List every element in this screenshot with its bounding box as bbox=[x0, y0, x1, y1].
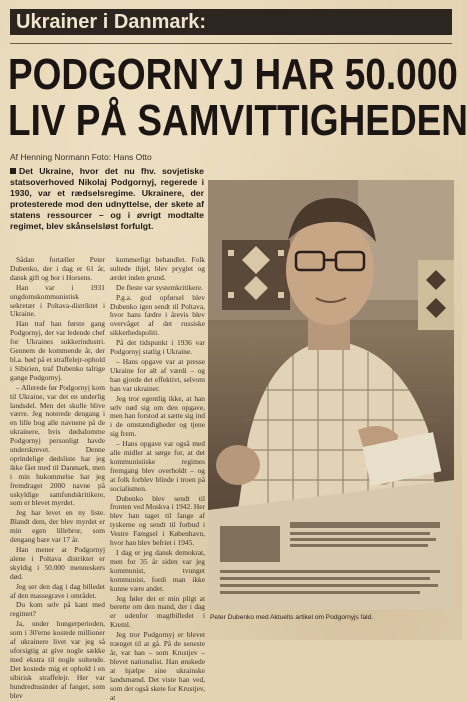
body-column-1 bbox=[10, 255, 105, 700]
paragraph: Jeg har levet en ny liste. Blandt dem, der blev myrdet er min egen lillebror, som dengang bare var 17 år. bbox=[10, 508, 105, 545]
paragraph: Dubenko blev sendt til fronten ved Moskva i 1942. Her blev han taget til fange af tyskerne og sendt til forbud i Vestre Fængsel i København, hvor han blev befriet i 1945. bbox=[110, 493, 205, 548]
paragraph: I dag er jeg dansk demokrat, men for 35 år siden var jeg kommunist, tvunget kommunist, fordi man ikke kunne være andet. bbox=[110, 548, 205, 593]
paragraph: Du kom selv på kant med regimet? bbox=[10, 600, 105, 619]
byline: Af Henning Normann Foto: Hans Otto bbox=[10, 152, 152, 162]
paragraph: Jeg føler det er min pligt at berette om den mand, der i dag er udenfor magtbilledet i Kreml. bbox=[110, 593, 205, 630]
paragraph: Jeg tror egentlig ikke, at han selv nød sig om den opgave, men han forstod at sætte sig ind i de omstændigheder og tjene sig frem. bbox=[110, 393, 205, 439]
left-hand bbox=[216, 445, 260, 485]
paragraph: Han mener at Podgornyj alene i Poltava distriktet er skyldig i 50.000 menneskers død. bbox=[10, 545, 105, 581]
paragraph: På det tidspunkt i 1936 var Podgornyj statlig i Ukraine. bbox=[110, 338, 205, 357]
divider bbox=[10, 43, 452, 44]
body-column-2 bbox=[110, 255, 205, 702]
headline-line-2: LIV PÅ SAMVITTIGHEDEN bbox=[8, 96, 468, 145]
paragraph: – Hans opgave var også med alle midler at sørge for, at det kommunistiske regimes fremgang blev overholdt – og at folk forblev blinde i troen på socialismen. bbox=[110, 439, 205, 493]
headline-line-1: PODGORNYJ HAR 50.000 bbox=[8, 50, 458, 99]
section-kicker: Ukrainer i Danmark: bbox=[10, 9, 452, 35]
paragraph: P.g.a. god opførsel blev Dubenko igen sendt til Poltava, hvor hans fædre i årevis blev overvåget af det russiske sikkerhedspoliti. bbox=[110, 292, 205, 338]
photo-caption: Peter Dubenko med Aktuelts artikel om Podgornyjs fald. bbox=[210, 614, 374, 621]
lede-paragraph bbox=[10, 166, 204, 232]
paragraph: Han var i 1931 ungdomskommunistisk sekretær i Poltava-distriktet i Ukraine. bbox=[10, 282, 105, 319]
headline bbox=[8, 50, 468, 145]
photo-illustration bbox=[208, 180, 454, 610]
lede-text: Det Ukraine, hvor det nu fhv. sovjetiske statsoverhoved Nikolaj Podgornyj, regerede i 1930, var et rædselsregime. Ukrainere, der protesterede mod den udnyttelse, der skete af statens ressourcer – og i øvrigt modtalte regimet, blev skånselsløst forfulgt. bbox=[10, 166, 204, 231]
square-bullet-icon bbox=[10, 168, 16, 174]
paragraph: kummerligt behandlet. Folk sultede ihjel, blev pryglet og ærdet inden grund. bbox=[110, 255, 205, 282]
paragraph: – Hans opgave var at presse Ukraine for alt af værdi – og han gjorde det effektivt, selvom han var ukrainer. bbox=[110, 356, 205, 393]
paragraph: Ja, under hungerperioden, som i 30'erne kostede millioner af ukrainere livet var jeg så uforsigtig at give nogle sække med ekstra til nogle sultende. Det kostede mig et ophold i en sibirisk straffelejr. Her var hundredtusinder af fanger, som blev bbox=[10, 619, 105, 700]
paragraph: Sådan fortæller Peter Dubenko, der i dag er 61 år, dansk gift og bor i Horsens. bbox=[10, 255, 105, 282]
paragraph: Jeg tror Podgornyj er blevet trænget til at gå. På de seneste år, var han – som Krustjev – blevet nationalist. Han ønskede at hjælpe sine ukrainske landsmænd. Det viste han ved, som det også skete for Krustjev, at bbox=[110, 630, 205, 702]
paragraph: Han traf han første gang Podgornyj, der var ledende chef for Ukraines sukkerindustri. Gennem de kommende år, der bl.a. bød på et straffelejr-ophold i Sibirien, traf Dubenko talrige gange Podgornyj. bbox=[10, 319, 105, 382]
photo-of-man-with-newspaper bbox=[208, 180, 454, 610]
paragraph: – Allerede før Podgornyj kom til Ukraine, var det en underlig landsdel. Men det skulle blive værre. Jeg noterede dengang i en lille bog alle navnene på de ukrainere, hvis dødsdomme Podgornyj personligt havde underskrevet. Denne oprindelige dødsliste har jeg ikke fået med til Danmark, men i min hukommelse har jeg fremdraget 2000 navne på uskyldige samfundskritikere, som er blevet myrdet. bbox=[10, 382, 105, 508]
paragraph: De fleste var systemkritikere. bbox=[116, 282, 204, 292]
paragraph: Jeg ser den dag i dag billedet af den massegrave i området. bbox=[10, 581, 105, 600]
